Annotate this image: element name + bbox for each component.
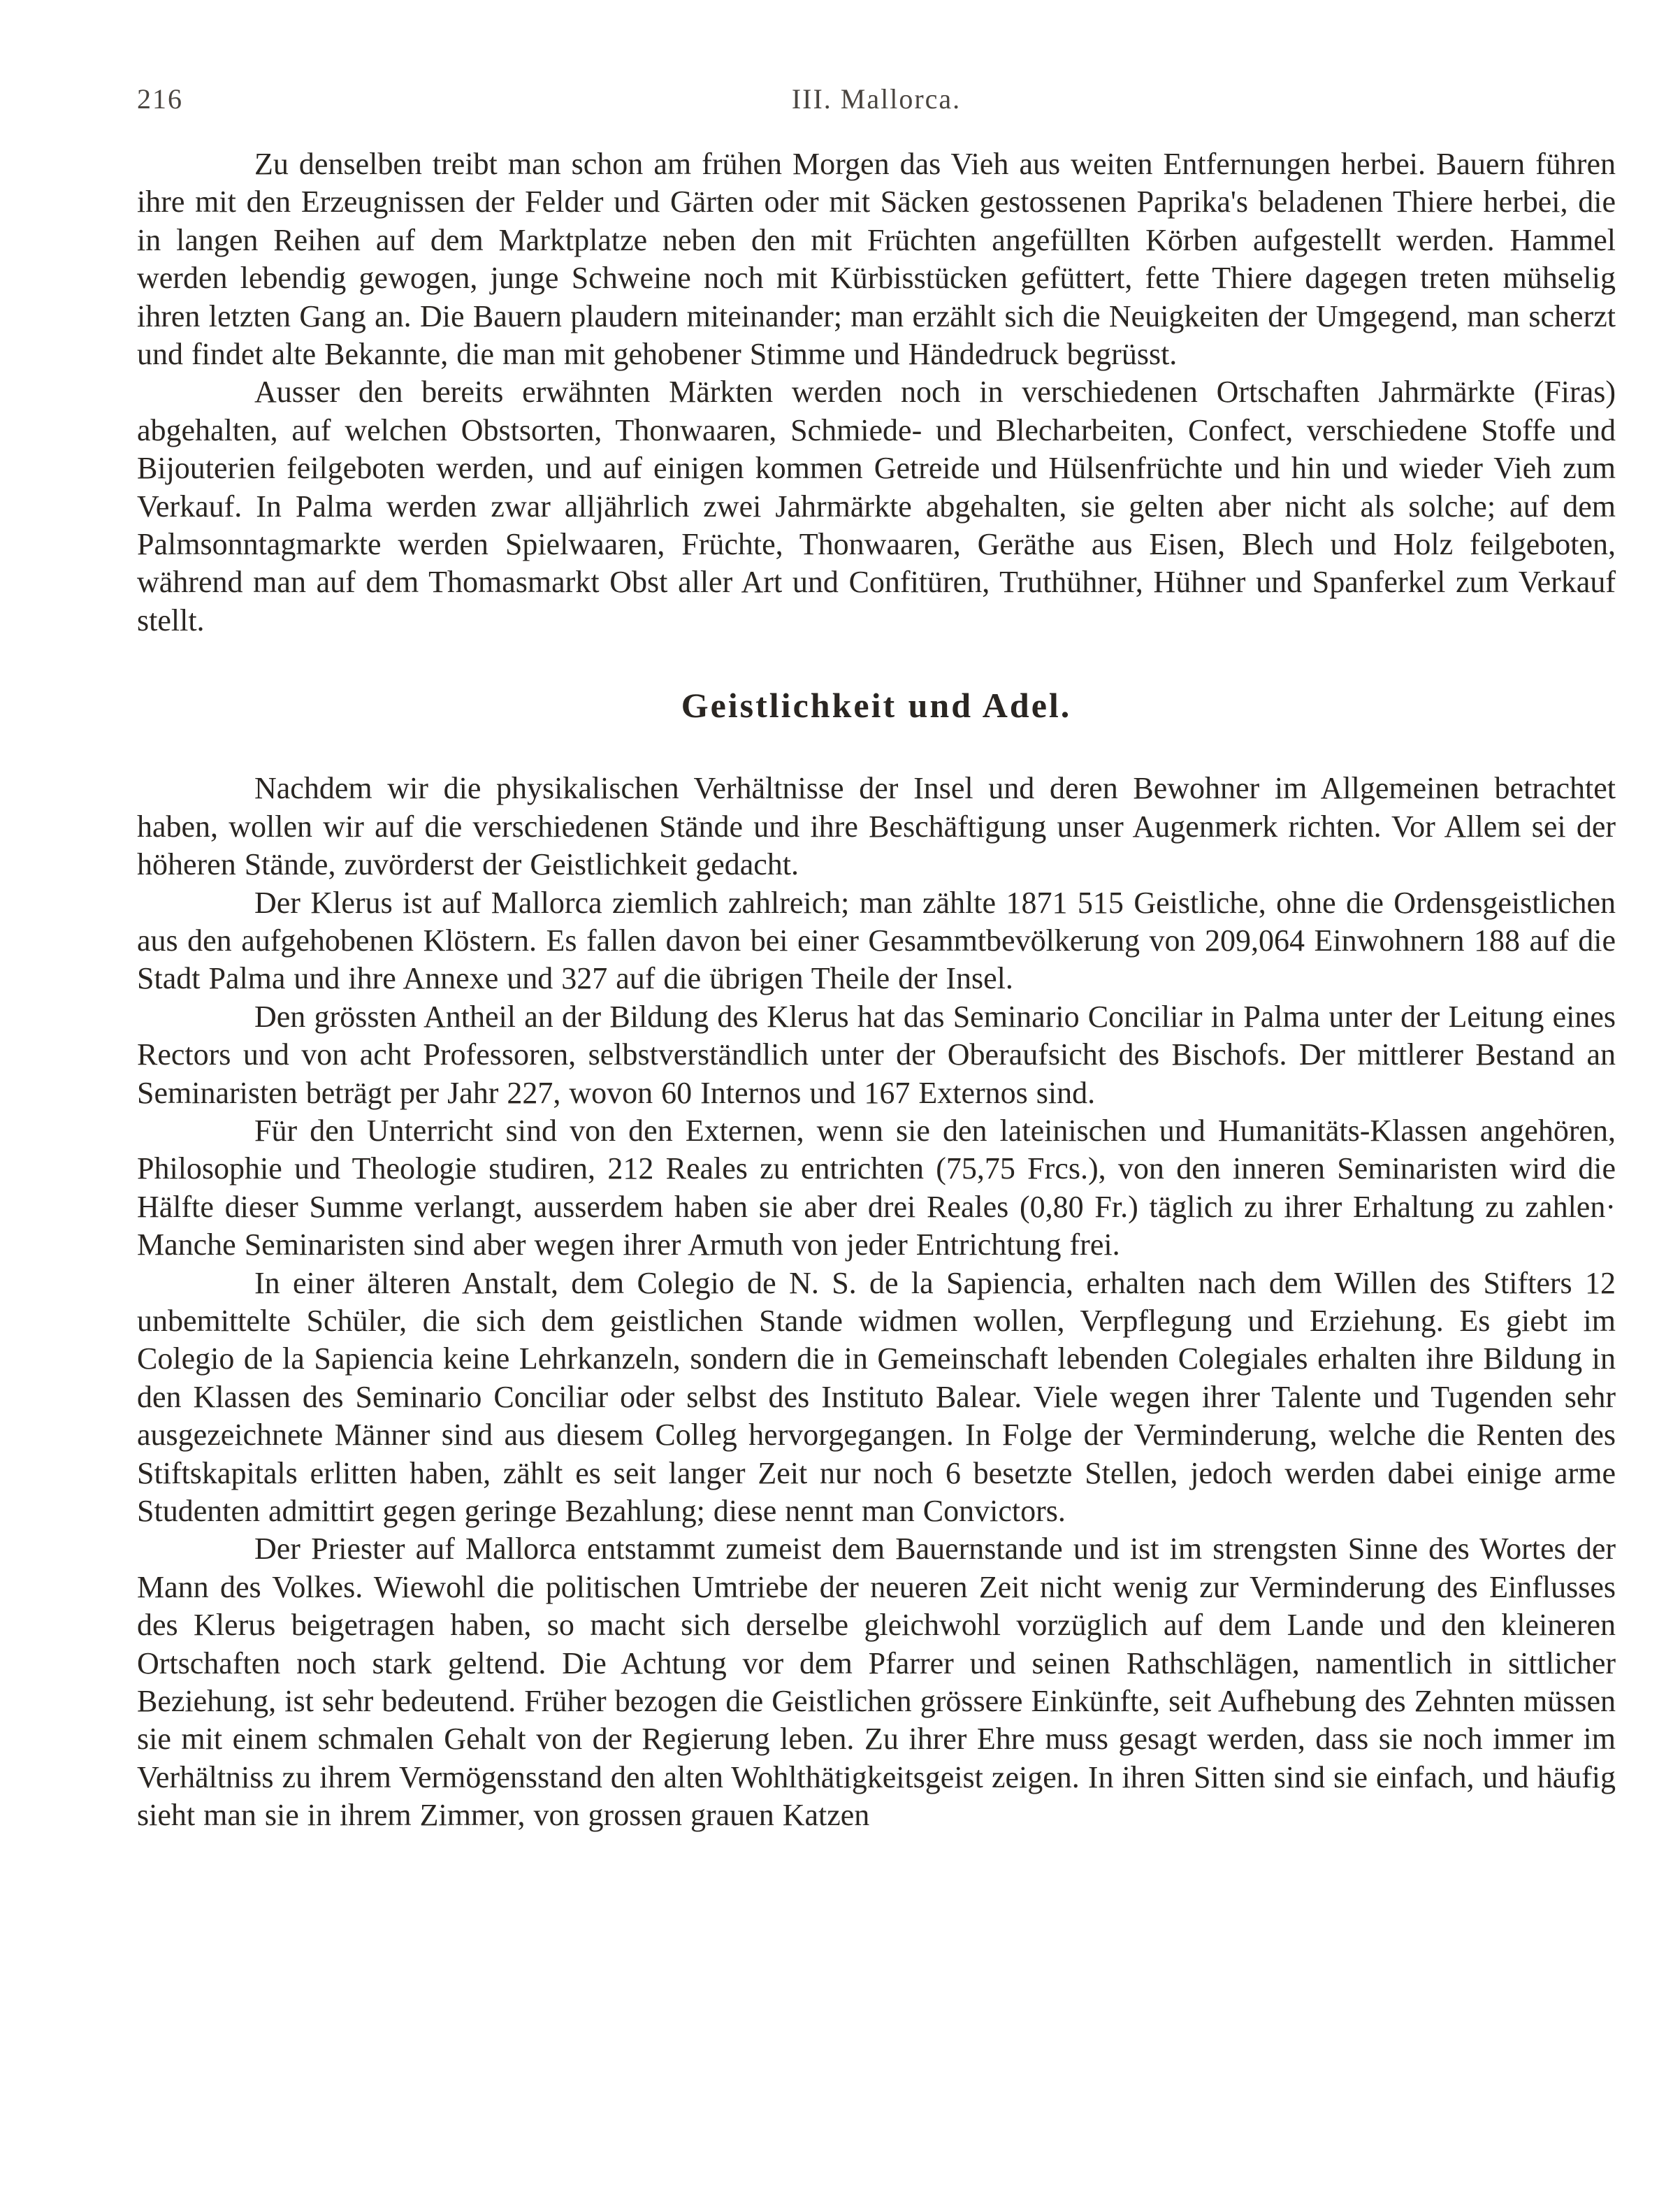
running-header	[137, 82, 1616, 124]
paragraph: Zu denselben treibt man schon am frühen Morgen das Vieh aus weiten Entfernungen herbei. Bauern führen ihre mit den Erzeugnissen der Felder und Gärten oder mit Säcken gestossenen Paprika's beladenen Thiere herbei, die in langen Reihen auf dem Marktplatze neben den mit Früchten angefüllten Körben aufgestellt werden. Hammel werden lebendig gewogen, junge Schweine noch mit Kürbisstücken gefüttert, fette Thiere dagegen treten mühselig ihren letzten Gang an. Die Bauern plaudern miteinander; man erzählt sich die Neuigkeiten der Umgegend, man scherzt und findet alte Bekannte, die man mit gehobener Stimme und Händedruck begrüsst.	[137, 147, 1616, 372]
paragraph: Der Klerus ist auf Mallorca ziemlich zahlreich; man zählte 1871 515 Geistliche, ohne die Ordensgeistlichen aus den aufgehobenen Klöstern. Es fallen davon bei einer Gesammtbevölkerung von 209,064 Einwohnern 188 auf die Stadt Palma und ihre Annexe und 327 auf die übrigen Theile der Insel.	[137, 885, 1616, 996]
section-heading: Geistlichkeit und Adel.	[681, 686, 1072, 726]
chapter-title: III. Mallorca.	[791, 83, 962, 115]
paragraph: Nachdem wir die physikalischen Verhältnisse der Insel und deren Bewohner im Allgemeinen betrachtet haben, wollen wir auf die verschiedenen Stände und ihre Beschäftigung unser Augenmerk richten. Vor Allem sei der höheren Stände, zuvörderst der Geistlichkeit gedacht.	[137, 771, 1616, 882]
paragraph: Der Priester auf Mallorca entstammt zumeist dem Bauernstande und ist im strengsten Sinne des Wortes der Mann des Volkes. Wiewohl die politischen Umtriebe der neueren Zeit nicht wenig zur Verminderung des Einflusses des Klerus beigetragen haben, so macht sich derselbe gleichwohl vorzüglich auf dem Lande und den kleineren Ortschaften noch stark geltend. Die Achtung vor dem Pfarrer und seinen Rathschlägen, namentlich in sittlicher Beziehung, ist sehr bedeutend. Früher bezogen die Geistlichen grössere Einkünfte, seit Aufhebung des Zehnten müssen sie mit einem schmalen Gehalt von der Regierung leben. Zu ihrer Ehre muss gesagt werden, dass sie noch immer im Verhältniss zu ihrem Vermögensstand den alten Wohlthätigkeitsgeist zeigen. In ihren Sitten sind sie einfach, und häufig sieht man sie in ihrem Zimmer, von grossen grauen Katzen	[137, 1532, 1616, 1833]
paragraph: Für den Unterricht sind von den Externen, wenn sie den lateinischen und Humanitäts-Klassen angehören, Philosophie und Theologie studiren, 212 Reales zu entrichten (75,75 Frcs.), von den inneren Seminaristen wird die Hälfte dieser Summe verlangt, ausserdem haben sie aber drei Reales (0,80 Fr.) täglich zu ihrer Erhaltung zu zahlen· Manche Seminaristen sind aber wegen ihrer Armuth von jeder Entrichtung frei.	[137, 1113, 1616, 1262]
paragraph: Den grössten Antheil an der Bildung des Klerus hat das Seminario Conciliar in Palma unter der Leitung eines Rectors und von acht Professoren, selbstverständlich unter der Oberaufsicht des Bischofs. Der mittlerer Bestand an Seminaristen beträgt per Jahr 227, wovon 60 Internos und 167 Externos sind.	[137, 999, 1616, 1110]
paragraph: In einer älteren Anstalt, dem Colegio de N. S. de la Sapiencia, erhalten nach dem Willen des Stifters 12 unbemittelte Schüler, die sich dem geistlichen Stande widmen wollen, Verpflegung und Erziehung. Es giebt im Colegio de la Sapiencia keine Lehrkanzeln, sondern die in Gemeinschaft lebenden Colegiales erhalten ihre Bildung in den Klassen des Seminario Conciliar oder selbst des Instituto Balear. Viele wegen ihrer Talente und Tugenden sehr ausgezeichnete Männer sind aus diesem Colleg hervorgegangen. In Folge der Verminderung, welche die Renten des Stiftskapitals erlitten haben, zählt es seit langer Zeit nur noch 6 besetzte Stellen, jedoch werden dabei einige arme Studenten admittirt gegen geringe Bezahlung; diese nennt man Convictors.	[137, 1265, 1616, 1528]
page-number: 216	[137, 83, 183, 115]
body-text	[137, 145, 1616, 1835]
paragraph: Ausser den bereits erwähnten Märkten werden noch in verschiedenen Ortschaften Jahrmärkte (Firas) abgehalten, auf welchen Obstsorten, Thonwaaren, Schmiede- und Blecharbeiten, Confect, verschiedene Stoffe und Bijouterien feilgeboten werden, und auf einigen kommen Getreide und Hülsenfrüchte und hin und wieder Vieh zum Verkauf. In Palma werden zwar alljährlich zwei Jahrmärkte abgehalten, sie gelten aber nicht als solche; auf dem Palmsonntagmarkte werden Spielwaaren, Früchte, Thonwaaren, Geräthe aus Eisen, Blech und Holz feilgeboten, während man auf dem Thomasmarkt Obst aller Art und Confitüren, Truthühner, Hühner und Spanferkel zum Verkauf stellt.	[137, 375, 1616, 637]
